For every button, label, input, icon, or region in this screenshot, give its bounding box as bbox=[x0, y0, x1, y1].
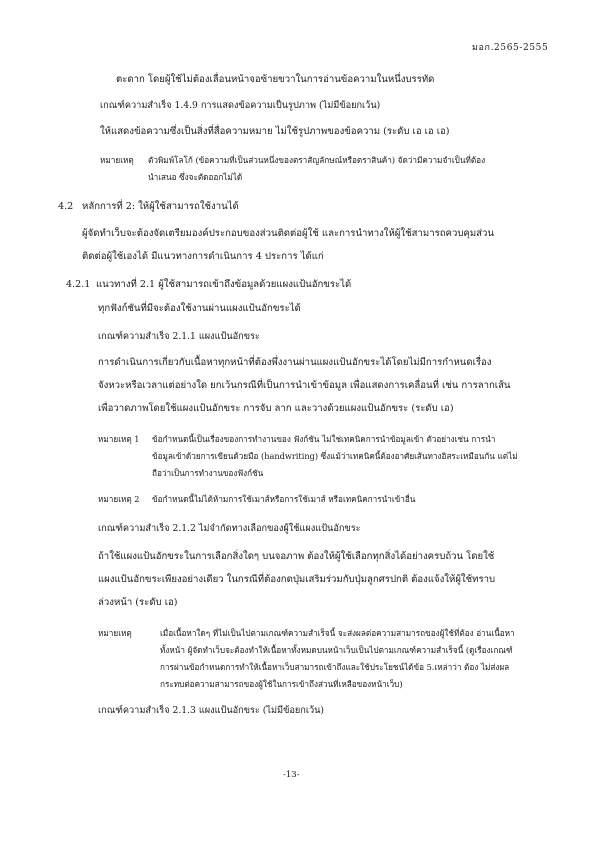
guideline-description: ทุกฟังก์ชันที่มีจะต้องใช้งานผ่านแผงแป้นอักขระได้ bbox=[98, 303, 301, 314]
note-text-line: ข้อกำหนดนี้เป็นเรื่องของการทำงานของ ฟังก์ชัน ไม่ใช่เทคนิคการนำข้อมูลเข้า ตัวอย่างเช่น การนำ bbox=[152, 434, 496, 444]
section-number: 4.2 bbox=[58, 201, 74, 212]
section-heading: หลักการที่ 2: ให้ผู้ใช้สามารถใช้งานได้ bbox=[82, 201, 239, 212]
note-text-line: ถือว่าเป็นการทำงานของฟังก์ชัน bbox=[152, 468, 264, 478]
subsection-heading: แนวทางที่ 2.1 ผู้ใช้สามารถเข้าถึงข้อมูลด้วยแผงแป้นอักขระได้ bbox=[96, 279, 352, 290]
success-criterion-2-1-2-heading: เกณฑ์ความสำเร็จ 2.1.2 ไม่จำกัดทางเลือกของผู้ใช้แผงแป้นอักขระ bbox=[98, 523, 361, 534]
note-text-line: ตัวพิมพ์โลโก้ (ข้อความที่เป็นส่วนหนึ่งของตราสัญลักษณ์หรือตราสินค้า) จัดว่ามีความจำเป็นที่ต้อง bbox=[148, 155, 486, 165]
paragraph-line: เพื่อวาดภาพโดยใช้แผงแป้นอักขระ การจับ ลาก และวางด้วยแผงแป้นอักขระ (ระดับ เอ) bbox=[98, 403, 454, 414]
note-label: หมายเหตุ 2 bbox=[98, 494, 140, 504]
note-text-line: ทั้งหน้า ผู้จัดทำเว็บจะต้องทำให้เนื้อหาทั้งหมดบนหน้าเว็บเป็นไปตามเกณฑ์ความสำเร็จนี้ (ดูเรื่องเกณฑ์ bbox=[160, 645, 513, 655]
page-number: -13- bbox=[283, 770, 300, 780]
paragraph-line: จังหวะหรือเวลาแต่อย่างใด ยกเว้นกรณีที่เป็นการนำเข้าข้อมูล เพื่อแสดงการเคลื่อนที่ เช่น การลากเส้น bbox=[98, 380, 511, 391]
success-criterion-1-4-9-heading: เกณฑ์ความสำเร็จ 1.4.9 การแสดงข้อความเป็นรูปภาพ (ไม่มีข้อยกเว้น) bbox=[100, 100, 381, 111]
success-criterion-2-1-1-heading: เกณฑ์ความสำเร็จ 2.1.1 แผงแป้นอักขระ bbox=[98, 331, 260, 342]
paragraph-line: ล่วงหน้า (ระดับ เอ) bbox=[98, 597, 178, 608]
note-text-line: เมื่อเนื้อหาใดๆ ที่ไม่เป็นไปตามเกณฑ์ความสำเร็จนี้ จะส่งผลต่อความสามารถของผู้ใช้ที่ต้อง อ่านเนื้อหา bbox=[160, 628, 515, 638]
paragraph-continuation: ตะดาก โดยผู้ใช้ไม่ต้องเลื่อนหน้าจอซ้ายขวาในการอ่านข้อความในหนึ่งบรรทัด bbox=[116, 74, 435, 85]
paragraph-line: ถ้าใช้แผงแป้นอักขระในการเลือกสิ่งใดๆ บนจอภาพ ต้องให้ผู้ใช้เลือกทุกสิ่งได้อย่างครบถ้วน โดยใช้ bbox=[98, 551, 495, 562]
subsection-number: 4.2.1 bbox=[66, 279, 91, 290]
success-criterion-1-4-9-text: ให้แสดงข้อความซึ่งเป็นสิ่งที่สื่อความหมาย ไม่ใช้รูปภาพของข้อความ (ระดับ เอ เอ เอ) bbox=[100, 126, 450, 137]
note-text-line: นำเสนอ ซึ่งจะตัดออกไม่ได้ bbox=[148, 172, 243, 182]
paragraph-line: ผู้จัดทำเว็บจะต้องจัดเตรียมองค์ประกอบของส่วนติดต่อผู้ใช้ และการนำทางให้ผู้ใช้สามารถควบคุมส่วน bbox=[82, 228, 494, 239]
note-label: หมายเหตุ bbox=[98, 628, 132, 638]
note-label: หมายเหตุ 1 bbox=[98, 434, 140, 444]
paragraph-line: การดำเนินการเกี่ยวกับเนื้อหาทุกหน้าที่ต้องพึ่งงานผ่านแผงแป้นอักขระได้โดยไม่มีการกำหนดเรื่อง bbox=[98, 357, 492, 368]
note-text-line: ข้อกำหนดนี้ไม่ได้ห้ามการใช้เมาส์หรือการใช้เมาส์ หรือเทคนิคการนำเข้าอื่น bbox=[152, 494, 416, 504]
paragraph-line: แผงแป้นอักขระเพียงอย่างเดียว ในกรณีที่ต้องกดปุ่มเสริมร่วมกับปุ่มลูกศรปกติ ต้องแจ้งให้ผู้ใช้ทราบ bbox=[98, 574, 496, 585]
success-criterion-2-1-3-heading: เกณฑ์ความสำเร็จ 2.1.3 แผงแป้นอักขระ (ไม่มีข้อยกเว้น) bbox=[98, 705, 325, 716]
note-text-line: ข้อมูลเข้าด้วยการเขียนด้วยมือ (handwriting) ซึ่งแม้ว่าเทคนิคนี้ต้องอาศัยเส้นทางอิสระเหมือนกัน แต่ไม่ bbox=[152, 451, 518, 461]
note-text-line: การผ่านข้อกำหนดการทำให้เนื้อหาเว็บสามารถเข้าถึงและใช้ประโยชน์ได้ข้อ 5.เหล่าว่า ต้อง ไม่ส่งผล bbox=[160, 662, 510, 672]
note-text-line: กระทบต่อความสามารถของผู้ใช้ในการเข้าถึงส่วนที่เหลือของหน้าเว็บ) bbox=[160, 679, 403, 689]
note-label: หมายเหตุ bbox=[100, 155, 134, 165]
document-id: มอก.2565-2555 bbox=[472, 43, 549, 53]
paragraph-line: ติดต่อผู้ใช้เองได้ มีแนวทางการดำเนินการ 4 ประการ ได้แก่ bbox=[82, 251, 324, 262]
